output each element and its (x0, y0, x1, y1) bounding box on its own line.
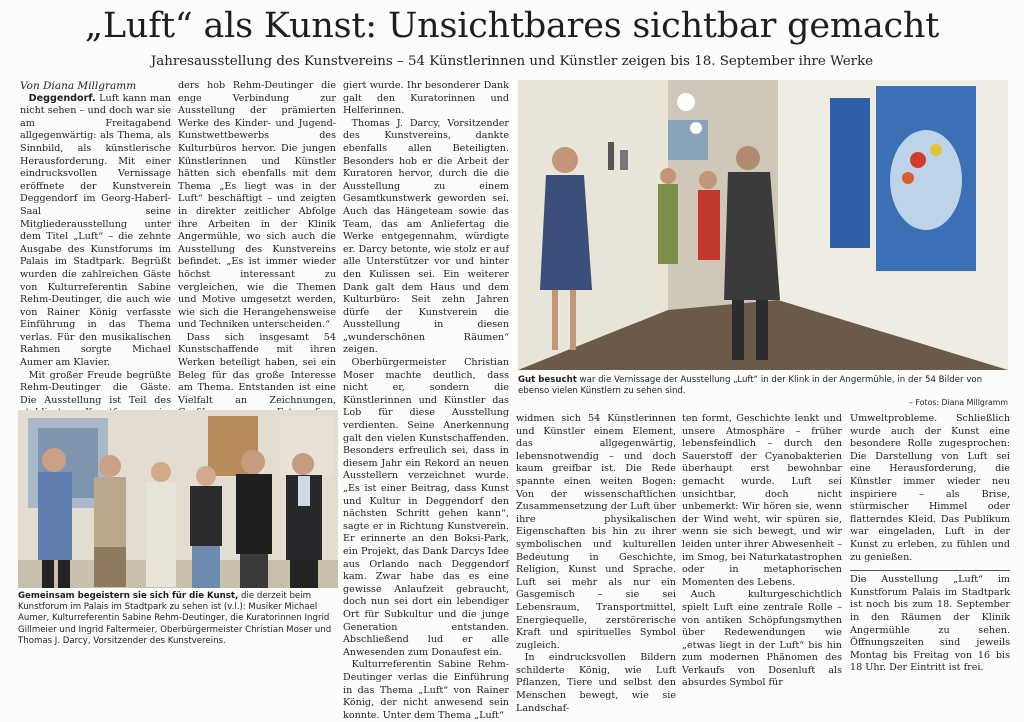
paragraph: In eindrucksvollen Bildern schilderte König, wie Luft Pflanzen, Tiere und selbst den Menschen bewegt, wie sie Landschaf- (516, 652, 676, 714)
headline: „Luft“ als Kunst: Unsichtbares sichtbar gemacht (84, 6, 940, 46)
gallery-photo-image (518, 80, 1008, 370)
paragraph: widmen sich 54 Künstlerinnen und Künstler einem Element, das allgegenwärtig, lebensnotwendig – und doch kaum greifbar ist. Die Rede spannte einen weiten Bogen: Von der wissenschaftlichen Zusammensetzung der Luft über ihre physikalischen Eigenschaften bis hin zu ihrer symbolischen und kulturellen Bedeutung in Geschichte, Religion, Kunst und Sprache. Luft sei mehr als nur ein Gasgemisch – sie sei Lebensraum, Transportmittel, Energiequelle, zerstörerische Kraft und spirituelles Symbol zugleich. (516, 413, 676, 651)
column-6 (850, 413, 1010, 674)
byline: Von Diana Millgramm (20, 80, 137, 92)
column-2 (178, 80, 336, 406)
caption-text: die derzeit beim Kunstforum im Palais im Stadtpark zu sehen ist (v.l.): Musiker Michael Aumer, Kulturreferentin Sabine Rehm-Deutinger, die Kuratorinnen Ingrid Gillmeier und Ingrid Faltermeier, Oberbürgermeister Christian Moser und Thomas J. Darcy, Vorsitzender des Kunstvereins. (18, 591, 332, 646)
dateline: Deggendorf. (28, 92, 96, 104)
paragraph: Deggendorf. Luft kann man nicht sehen – und doch war sie am Freitagabend allgegenwärtig: als Thema, als Sinnbild, als künstlerische Herausforderung. Mit einer eindrucksvollen Vernissage eröffnete der Kunstverein Deggendorf im Georg-Haberl-Saal seine Mitgliederausstellung unter dem Titel „Luft“ – die zehnte Ausgabe des Kunstforums im Palais im Stadtpark. Begrüßt wurden die zahlreichen Gäste von Kulturreferentin Sabine Rehm-Deutinger, die auch wie von Rainer König verfasste Einführung in das Thema verlas. Für den musikalischen Rahmen sorgte Michael Aumer am Klavier. (20, 92, 171, 369)
paragraph: Mit großer Freude begrüßte Rehm-Deutinger die Gäste. Die Ausstellung ist Teil des (20, 369, 171, 406)
paragraph: Kulturreferentin Sabine Rehm-Deutinger verlas die Einführung in das Thema „Luft“ von Rainer König, der nicht anwesend sein konnte. Unter dem Thema „Luft“ (343, 659, 509, 721)
paragraph: ders hob Rehm-Deutinger die enge Verbindung zur Ausstellung der prämierten Werke des Kinder- und Jugend-Kunstwettbewerbs des Kulturbüros hervor. Die jungen Künstlerinnen und Künstler hätten sich ebenfalls mit dem Thema „Es liegt was in der Luft“ beschäftigt – und zeigten in direkter zeitlicher Abfolge ihre Arbeiten in der Klinik Angermühle, wo sich auch die Ausstellung des Kunstvereins befindet. „Es ist immer wieder höchst interessant zu vergleichen, wie die Themen und Motive umgesetzt werden, wie sich die Herangehensweise und Techniken unterscheiden.“ (178, 80, 336, 331)
column-3 (343, 80, 509, 721)
subheadline: Jahresausstellung des Kunstvereins – 54 Künstlerinnen und Künstler zeigen bis 18. September ihre Werke (150, 54, 874, 69)
caption-bold: Gut besucht (518, 375, 577, 385)
group-photo-caption (18, 591, 338, 647)
gallery-photo (518, 80, 1008, 370)
paragraph: Thomas J. Darcy, Vorsitzender des Kunstvereins, dankte ebenfalls allen Beteiligten. Besonders hob er die Arbeit der Kuratoren hervor, durch die die Ausstellung zu einem Gesamtkunstwerk geworden sei. Auch das Hängeteam sowie das Team, das am Anliefertag die Werke entgegennahm, würdigte er. Darcy betonte, wie stolz er auf alle Unterstützer vor und hinter den Kulissen sei. Ein weiterer Dank galt dem Haus und dem Kulturbüro: Seit zehn Jahren dürfe der Kunstverein die Ausstellung in diesen „wunderschönen Räumen“ zeigen. (343, 117, 509, 356)
gallery-photo-caption (518, 375, 1008, 409)
group-photo-image (18, 410, 338, 588)
column-4 (516, 413, 676, 714)
paragraph: giert wurde. Ihr besonderer Dank galt den Kuratorinnen und Helferinnen. (343, 80, 509, 117)
photo-credit: – Fotos: Diana Millgramm (909, 398, 1008, 408)
column-5 (682, 413, 842, 689)
paragraph: Dass sich insgesamt 54 Kunstschaffende mit ihren Werken beteiligt haben, sei ein Beleg für das große Interesse am Thema. Entstanden ist eine Vielfalt an Zeichnungen, (178, 331, 336, 406)
group-photo (18, 410, 338, 588)
paragraph: Umweltprobleme. Schließlich wurde auch der Kunst eine besondere Rolle zugesprochen: Die Darstellung von Luft sei eine Herausforderung, die Künstler immer wieder neu inspiriere – als Brise, stürmischer Himmel oder flatterndes Kleid. Das Publikum war eingeladen, Luft in der Kunst zu erleben, zu fühlen und zu genießen. (850, 413, 1010, 563)
paragraph: Oberbürgermeister Christian Moser machte deutlich, dass nicht er, sondern die Künstlerinnen und Künstler das Lob für diese Ausstellung verdienten. Seine Anerkennung galt den vielen Kunstschaffenden. Besonders erfreulich sei, dass in diesem Jahr ein Rekord an neuen Ausstellern verzeichnet wurde. „Es ist einer Beitrag, dass Kunst und Kultur in Deggendorf den nächsten Schritt gehen kann“, sagte er in Richtung Kunstverein. Er erinnerte an den Boksi-Park, ein Projekt, das Dank Darcys Idee aus Orlando nach Deggendorf kam. Zwar habe das es eine gewisse Anlaufzeit gebraucht, doch nun sei dort ein lebendiger Ort für Subkultur und die junge Generation entstanden. Abschließend lud er alle Anwesenden zum Donaufest ein. (343, 357, 509, 658)
paragraph: Auch kulturgeschichtlich spielt Luft eine zentrale Rolle – von antiken Schöpfungsmythen über Redewendungen wie „etwas liegt in der Luft“ bis hin zum modernen Phänomen des Verkaufs von Dosenluft als absurdes Symbol für (682, 589, 842, 689)
paragraph: ten formt, Geschichte lenkt und unsere Atmosphäre – früher lebensfeindlich – durch den Sauerstoff der Cyanobakterien überhaupt erst bewohnbar gemacht wurde. Luft sei unsichtbar, doch nicht unbemerkt: Wir hören sie, wenn der Wind weht, wir spüren sie, wenn sie sich bewegt, und wir leiden unter ihrer Abwesenheit – im Smog, bei Naturkatastrophen oder in metaphorischen Momenten des Lebens. (682, 413, 842, 588)
info-box (850, 570, 1010, 675)
caption-bold: Gemeinsam begeistern sie sich für die Kunst, (18, 591, 239, 601)
exhibition-info: Die Ausstellung „Luft“ im Kunstforum Palais im Stadtpark ist noch bis zum 18. September in den Räumen der Klinik Angermühle zu sehen. Öffnungszeiten sind jeweils Montag bis Freitag von 16 bis 18 Uhr. Der Eintritt ist frei. (850, 574, 1010, 674)
column-1 (20, 80, 171, 406)
caption-text: war die Vernissage der Ausstellung „Luft“ in der Klink in der Angermühle, in der 54 Bilder von ebenso vielen Künstlern zu sehen sind. (518, 375, 983, 397)
